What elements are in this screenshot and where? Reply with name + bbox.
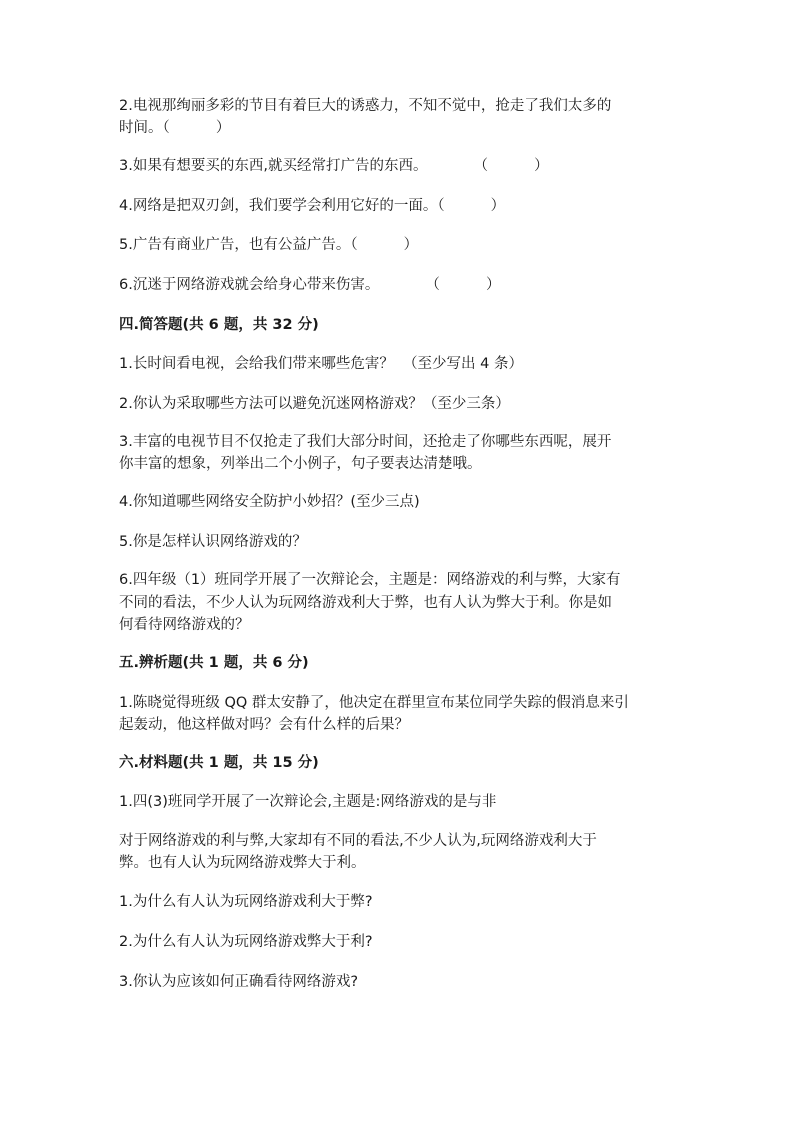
s6-sub-question-3: 3.你认为应该如何正确看待网络游戏? (119, 974, 359, 990)
s6-sub-question-2: 2.为什么有人认为玩网络游戏弊大于利? (119, 934, 373, 950)
s4-question-6-line1: 6.四年级（1）班同学开展了一次辩论会，主题是：网络游戏的利与弊，大家有 (119, 572, 621, 588)
s4-question-5: 5.你是怎样认识网络游戏的？ (119, 534, 307, 550)
s6-sub-question-1: 1.为什么有人认为玩网络游戏利大于弊? (119, 894, 373, 910)
s6-question-1-intro: 1.四(3)班同学开展了一次辩论会,主题是:网络游戏的是与非 (119, 794, 497, 810)
judgment-item-5: 5.广告有商业广告，也有公益广告。（ ） (119, 237, 419, 253)
section-4-title: 四.简答题(共 6 题，共 32 分) (119, 317, 319, 333)
s6-material-line1: 对于网络游戏的利与弊,大家却有不同的看法,不少人认为,玩网络游戏利大于 (119, 833, 597, 849)
judgment-item-2-line1: 2.电视那绚丽多彩的节目有着巨大的诱惑力，不知不觉中，抢走了我们太多的 (119, 98, 612, 114)
section-5-title: 五.辨析题(共 1 题，共 6 分) (119, 655, 309, 671)
judgment-item-4: 4.网络是把双刃剑，我们要学会利用它好的一面。（ ） (119, 198, 506, 214)
judgment-item-6: 6.沉迷于网络游戏就会给身心带来伤害。 （ ） (119, 277, 501, 293)
judgment-item-2-line2: 时间。（ ） (119, 120, 231, 136)
s5-question-1-line1: 1.陈晓觉得班级 QQ 群太安静了，他决定在群里宣布某位同学失踪的假消息来引 (119, 695, 629, 711)
section-6-title: 六.材料题(共 1 题，共 15 分) (119, 755, 319, 771)
s4-question-3-line1: 3.丰富的电视节目不仅抢走了我们大部分时间，还抢走了你哪些东西呢，展开 (119, 434, 612, 450)
s6-material-line2: 弊。也有人认为玩网络游戏弊大于利。 (119, 855, 366, 871)
s5-question-1-line2: 起轰动，他这样做对吗？会有什么样的后果？ (119, 717, 409, 733)
s4-question-1: 1.长时间看电视，会给我们带来哪些危害？ （至少写出 4 条） (119, 356, 523, 372)
judgment-item-3: 3.如果有想要买的东西,就买经常打广告的东西。 （ ） (119, 158, 549, 174)
s4-question-4: 4.你知道哪些网络安全防护小妙招？(至少三点) (119, 494, 420, 510)
s4-question-2: 2.你认为采取哪些方法可以避免沉迷网格游戏？（至少三条） (119, 396, 510, 412)
s4-question-6-line3: 何看待网络游戏的？ (119, 617, 250, 633)
s4-question-6-line2: 不同的看法，不少人认为玩网络游戏利大于弊，也有人认为弊大于利。你是如 (119, 595, 612, 611)
s4-question-3-line2: 你丰富的想象，列举出二个小例子，句子要表达清楚哦。 (119, 456, 482, 472)
